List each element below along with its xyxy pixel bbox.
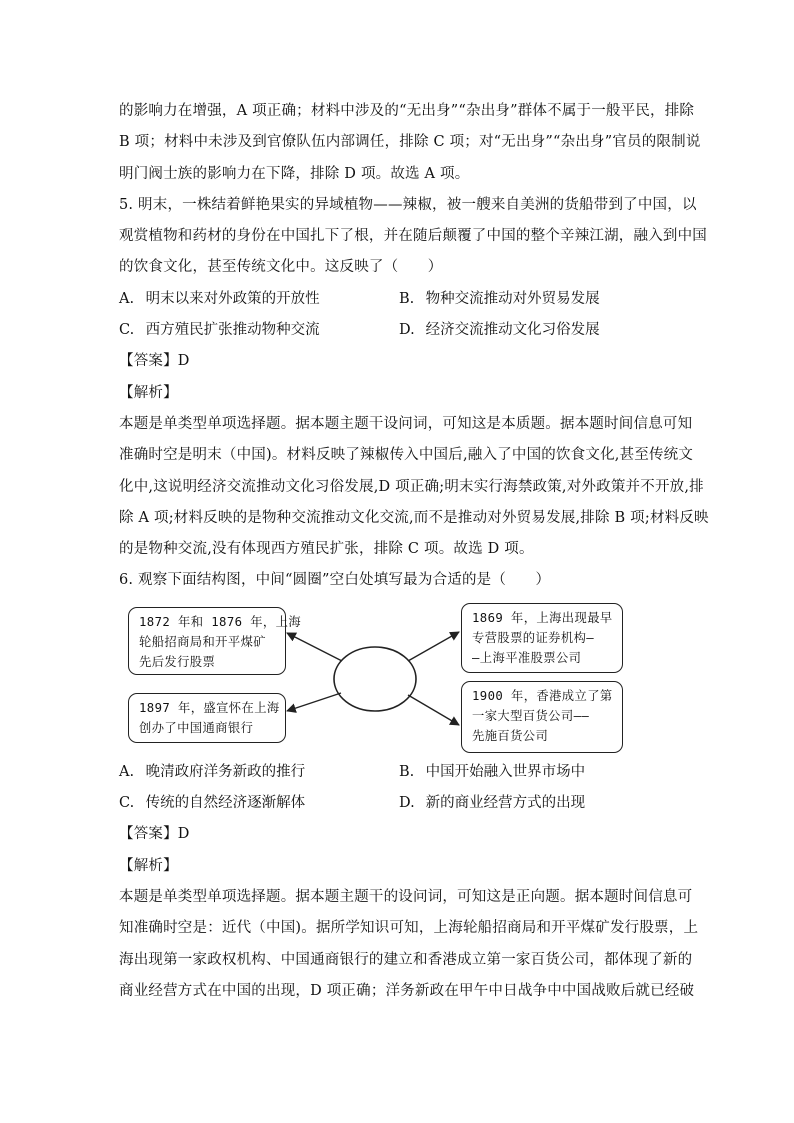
option-a: A. 明末以来对外政策的开放性: [119, 290, 320, 307]
question-stem-line: 6. 观察下面结构图，中间“圆圈”空白处填写最为合适的是（ ）: [119, 572, 551, 589]
answer: 【答案】D: [119, 353, 190, 370]
arrow-bottom-left: [287, 693, 341, 711]
answer: 【答案】D: [119, 826, 190, 843]
box-bottom-left: 1897 年，盛宣怀在上海 创办了中国通商银行: [128, 693, 286, 743]
analysis-title: 【解析】: [119, 384, 178, 401]
box-bottom-right: 1900 年，香港成立了第 一家大型百货公司—— 先施百货公司: [461, 681, 623, 753]
option-d: D. 新的商业经营方式的出现: [399, 795, 586, 812]
options-row: [119, 788, 679, 819]
text-line: 明门阀士族的影响力在下降，排除 D 项。故选 A 项。: [119, 165, 470, 182]
analysis-line: 海出现第一家政权机构、中国通商银行的建立和香港成立第一家百货公司，都体现了新的: [119, 951, 693, 968]
options-row: [119, 757, 679, 788]
document-page: [119, 96, 709, 1007]
analysis-line: 准确时空是明末（中国)。材料反映了辣椒传入中国后,融入了中国的饮食文化,甚至传统文: [119, 447, 694, 464]
analysis-line: 除 A 项;材料反映的是物种交流推动文化交流,而不是推动对外贸易发展,排除 B 项;材料反映: [119, 509, 709, 526]
option-c: C. 传统的自然经济逐渐解体: [119, 795, 306, 812]
analysis-line: 本题是单类型单项选择题。据本题主题干的设问词，可知这是正向题。据本题时间信息可: [119, 888, 693, 905]
question-stem-line: 的饮食文化，甚至传统文化中。这反映了（ ）: [119, 259, 443, 276]
option-b: B. 物种交流推动对外贸易发展: [399, 290, 600, 307]
option-d: D. 经济交流推动文化习俗发展: [399, 322, 600, 339]
question-stem-line: 观赏植物和药材的身份在中国扎下了根，并在随后颠覆了中国的整个辛辣江湖，融入到中国: [119, 228, 707, 245]
text-line: B 项；材料中未涉及到官僚队伍内部调任，排除 C 项；对“无出身”“杂出身”官员的限制说: [119, 134, 701, 151]
previous-analysis: [119, 96, 701, 190]
analysis-line: 化中,这说明经济交流推动文化习俗发展,D 项正确;明末实行海禁政策,对外政策并不开放,排: [119, 478, 704, 495]
question-6: [119, 565, 699, 1007]
option-b: B. 中国开始融入世界市场中: [399, 763, 586, 780]
options-row: [119, 284, 679, 315]
options-row: [119, 315, 679, 346]
box-top-right: 1869 年，上海出现最早 专营股票的证券机构— —上海平准股票公司: [461, 603, 623, 673]
analysis-line: 知准确时空是：近代（中国)。据所学知识可知，上海轮船招商局和开平煤矿发行股票，上: [119, 920, 699, 937]
arrow-top-right: [408, 632, 459, 661]
arrow-top-left: [287, 633, 342, 661]
structure-diagram: [119, 597, 679, 757]
analysis-title: 【解析】: [119, 857, 178, 874]
analysis-line: 的是物种交流,没有体现西方殖民扩张，排除 C 项。故选 D 项。: [119, 541, 534, 558]
text-line: 的影响力在增强，A 项正确；材料中涉及的“无出身”“杂出身”群体不属于一般平民，排除: [119, 103, 695, 119]
option-a: A. 晚清政府洋务新政的推行: [119, 763, 306, 780]
arrow-bottom-right: [408, 695, 459, 725]
question-5: [119, 190, 709, 566]
center-circle: [334, 647, 416, 711]
analysis-line: 本题是单类型单项选择题。据本题主题干设问词，可知这是本质题。据本题时间信息可知: [119, 415, 693, 432]
option-c: C. 西方殖民扩张推动物种交流: [119, 322, 320, 339]
box-top-left: 1872 年和 1876 年，上海 轮船招商局和开平煤矿 先后发行股票: [128, 607, 286, 675]
question-stem-line: 5. 明末，一株结着鲜艳果实的异域植物——辣椒，被一艘来自美洲的货船带到了中国，以: [119, 196, 697, 213]
analysis-line: 商业经营方式在中国的出现，D 项正确；洋务新政在甲午中日战争中中国战败后就已经破: [119, 982, 695, 999]
